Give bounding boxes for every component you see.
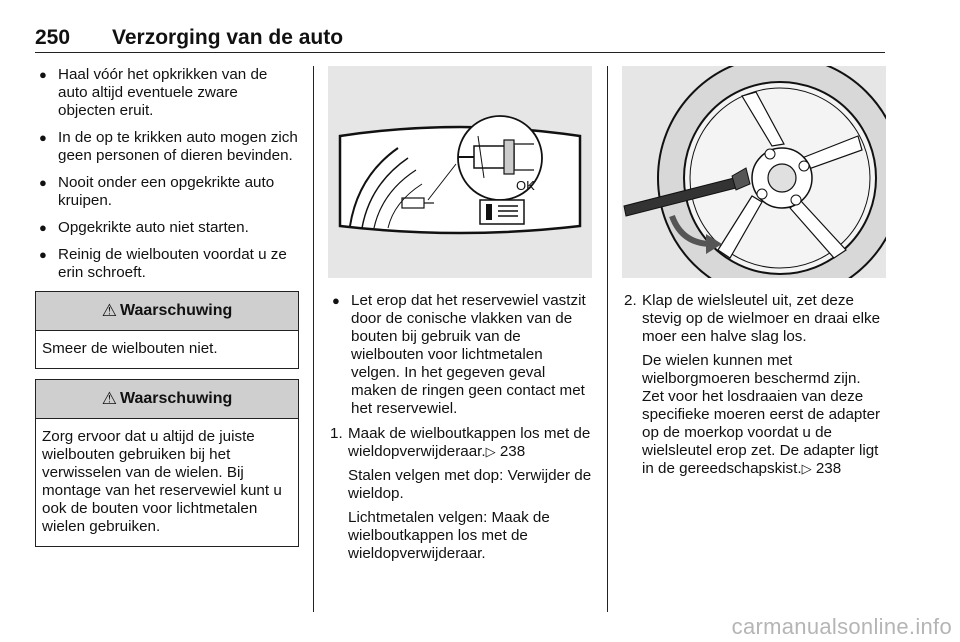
list-item: ● Nooit onder een opgekrikte auto kruipen. bbox=[39, 174, 275, 209]
page-reference[interactable]: 238 bbox=[499, 443, 526, 460]
list-item: ● Opgekrikte auto niet starten. bbox=[39, 219, 249, 236]
step-item: 1. Maak de wielboutkappen los met de wieldopverwijderaar.▷ 238 Stalen velgen met dop: Verwijder de wieldop. Lichtmetalen velgen: Maak de wielboutkappen los met de wieldopverwijderaar. bbox=[330, 425, 592, 562]
page-reference[interactable]: 238 bbox=[815, 460, 842, 477]
wheel-wrench-illustration bbox=[622, 66, 886, 278]
warning-header: ⚠ Waarschuwing bbox=[36, 292, 298, 331]
warning-box bbox=[35, 379, 299, 547]
bullet-icon: ● bbox=[39, 175, 47, 190]
watermark: carmanualsonline.info bbox=[731, 614, 952, 639]
warning-triangle-icon: ⚠ bbox=[101, 301, 117, 320]
wheel-bolt-drawing bbox=[328, 66, 592, 278]
page-header bbox=[35, 26, 885, 53]
spare-wheel-note bbox=[328, 292, 592, 418]
warning-body: Smeer de wielbouten niet. bbox=[42, 340, 218, 357]
list-item: ● Let erop dat het reservewiel vastzit door de conische vlakken van de bouten bij gebruik van de wielbouten voor lichtmetalen velgen. In het gegeven geval maken de ringen geen contact met het reservewiel. bbox=[332, 292, 586, 417]
list-item: ● In de op te krikken auto mogen zich geen personen of dieren bevinden. bbox=[39, 129, 298, 164]
warning-body: Zorg ervoor dat u altijd de juiste wielbouten gebruiken bij het verwisselen van de wielen. Bij montage van het reservewiel kunt u ook de bouten voor lichtmetalen wielen gebruiken. bbox=[42, 428, 282, 535]
column-divider bbox=[607, 66, 608, 612]
wheel-wrench-drawing bbox=[622, 66, 886, 278]
step-number: 2. bbox=[624, 292, 637, 309]
list-item: ● Reinig de wielbouten voordat u ze erin schroeft. bbox=[39, 246, 287, 281]
bullet-icon: ● bbox=[39, 220, 47, 235]
wheel-bolt-illustration bbox=[328, 66, 592, 278]
bullet-icon: ● bbox=[332, 293, 340, 308]
page-reference-arrow-icon: ▷ bbox=[801, 461, 812, 476]
warning-box bbox=[35, 291, 299, 369]
column-middle bbox=[328, 66, 592, 569]
bullet-icon: ● bbox=[39, 247, 47, 262]
column-right bbox=[622, 66, 886, 484]
column-left bbox=[35, 66, 299, 557]
list-item: ● Haal vóór het opkrikken van de auto altijd eventuele zware objecten eruit. bbox=[39, 66, 268, 119]
bullet-icon: ● bbox=[39, 130, 47, 145]
step-list bbox=[622, 292, 886, 478]
column-divider bbox=[313, 66, 314, 612]
page-number: 250 bbox=[35, 26, 71, 49]
precaution-list bbox=[35, 66, 299, 282]
page-reference-arrow-icon: ▷ bbox=[485, 444, 496, 459]
page-title: Verzorging van de auto bbox=[112, 26, 344, 49]
bullet-icon: ● bbox=[39, 67, 47, 82]
ok-label: OK bbox=[516, 178, 535, 193]
warning-triangle-icon: ⚠ bbox=[101, 389, 117, 408]
step-number: 1. bbox=[330, 425, 343, 442]
step-list bbox=[328, 425, 592, 563]
warning-header: ⚠ Waarschuwing bbox=[36, 380, 298, 419]
step-item: 2. Klap de wielsleutel uit, zet deze stevig op de wielmoer en draai elke moer een halve slag los. De wielen kunnen met wielborgmoeren beschermd zijn. Zet voor het losdraaien van deze specifieke moeren eerst de adapter op de moerkop voordat u de wielsleutel erop zet. De adapter ligt in de gereedschapskist.▷ 238 bbox=[624, 292, 881, 477]
